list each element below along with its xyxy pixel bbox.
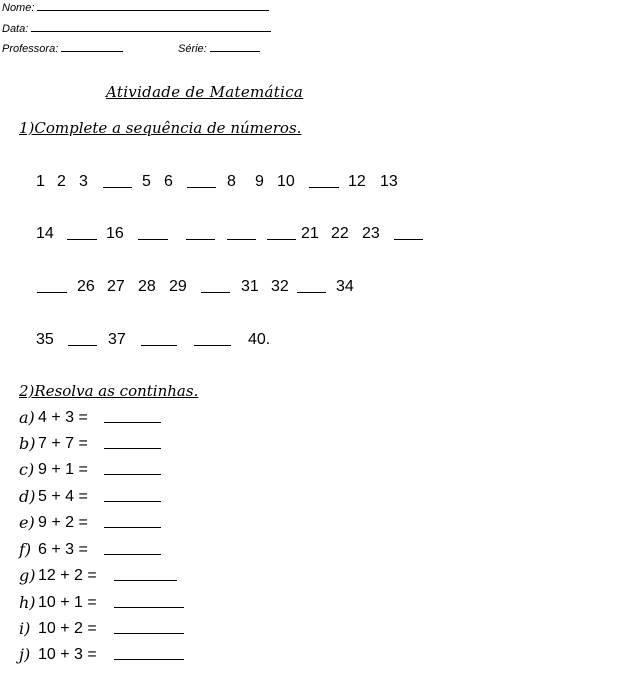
seq-number: 14 — [36, 225, 54, 242]
answer-blank — [103, 187, 132, 188]
answer-blank — [187, 187, 216, 188]
date-label: Data: — [2, 23, 29, 35]
addition-expression: 10 + 2 = — [38, 620, 97, 637]
seq-number: 9 — [255, 173, 264, 190]
answer-blank — [141, 345, 177, 346]
addition-expression: 10 + 1 = — [38, 594, 97, 611]
item-label: d) — [19, 487, 36, 506]
seq-number: 1 — [36, 173, 45, 190]
answer-blank — [37, 292, 67, 293]
date-field — [2, 21, 271, 36]
answer-blank — [104, 554, 161, 555]
answer-blank — [394, 239, 423, 240]
item-label: c) — [19, 460, 35, 479]
seq-number: 35 — [36, 331, 54, 348]
seq-number: 16 — [106, 225, 124, 242]
addition-expression: 9 + 2 = — [38, 514, 88, 531]
item-label: a) — [19, 408, 35, 427]
answer-blank — [114, 633, 184, 634]
name-line — [37, 0, 269, 11]
addition-expression: 4 + 3 = — [38, 409, 88, 426]
answer-blank — [114, 607, 184, 608]
page-title: Atividade de Matemática — [106, 83, 304, 101]
seq-number: 29 — [169, 278, 187, 295]
addition-expression: 10 + 3 = — [38, 646, 97, 663]
answer-blank — [201, 292, 230, 293]
seq-number: 32 — [271, 278, 289, 295]
question-2-heading: 2)Resolva as continhas. — [19, 382, 199, 400]
answer-blank — [297, 292, 326, 293]
grade-line — [210, 41, 260, 52]
teacher-field — [2, 41, 123, 56]
item-label: b) — [19, 434, 36, 453]
item-label: h) — [19, 593, 36, 612]
answer-blank — [194, 345, 231, 346]
addition-expression: 6 + 3 = — [38, 541, 88, 558]
answer-blank — [309, 187, 339, 188]
addition-expression: 5 + 4 = — [38, 488, 88, 505]
seq-number: 31 — [241, 278, 259, 295]
answer-blank — [138, 239, 168, 240]
date-line — [31, 21, 271, 32]
seq-number: 5 — [142, 173, 151, 190]
seq-number: 3 — [79, 173, 88, 190]
addition-expression: 12 + 2 = — [38, 567, 97, 584]
answer-blank — [67, 239, 97, 240]
answer-blank — [186, 239, 215, 240]
seq-number: 10 — [277, 173, 295, 190]
addition-expression: 9 + 1 = — [38, 461, 88, 478]
seq-number: 8 — [227, 173, 236, 190]
answer-blank — [104, 448, 161, 449]
answer-blank — [68, 345, 97, 346]
seq-number: 12 — [348, 173, 366, 190]
name-label: Nome: — [2, 2, 35, 14]
item-label: f) — [19, 540, 32, 559]
item-label: e) — [19, 513, 35, 532]
seq-number: 28 — [138, 278, 156, 295]
item-label: i) — [19, 619, 31, 638]
seq-number: 27 — [107, 278, 125, 295]
seq-number: 34 — [336, 278, 354, 295]
answer-blank — [104, 474, 161, 475]
grade-field — [178, 41, 260, 56]
seq-number: 26 — [77, 278, 95, 295]
seq-number: 6 — [164, 173, 173, 190]
answer-blank — [114, 659, 184, 660]
addition-expression: 7 + 7 = — [38, 435, 88, 452]
seq-number: 40. — [248, 331, 271, 348]
answer-blank — [267, 239, 296, 240]
seq-number: 2 — [57, 173, 66, 190]
answer-blank — [114, 580, 177, 581]
seq-number: 22 — [331, 225, 349, 242]
seq-number: 23 — [362, 225, 380, 242]
grade-label: Série: — [178, 43, 207, 55]
answer-blank — [227, 239, 256, 240]
question-1-heading: 1)Complete a sequência de números. — [19, 119, 302, 137]
teacher-label: Professora: — [2, 43, 59, 55]
seq-number: 37 — [108, 331, 126, 348]
name-field — [2, 0, 269, 15]
item-label: g) — [19, 566, 36, 585]
answer-blank — [104, 501, 161, 502]
answer-blank — [104, 422, 161, 423]
teacher-line — [61, 41, 123, 52]
seq-number: 21 — [301, 225, 319, 242]
answer-blank — [104, 527, 161, 528]
item-label: j) — [19, 645, 31, 664]
seq-number: 13 — [380, 173, 398, 190]
